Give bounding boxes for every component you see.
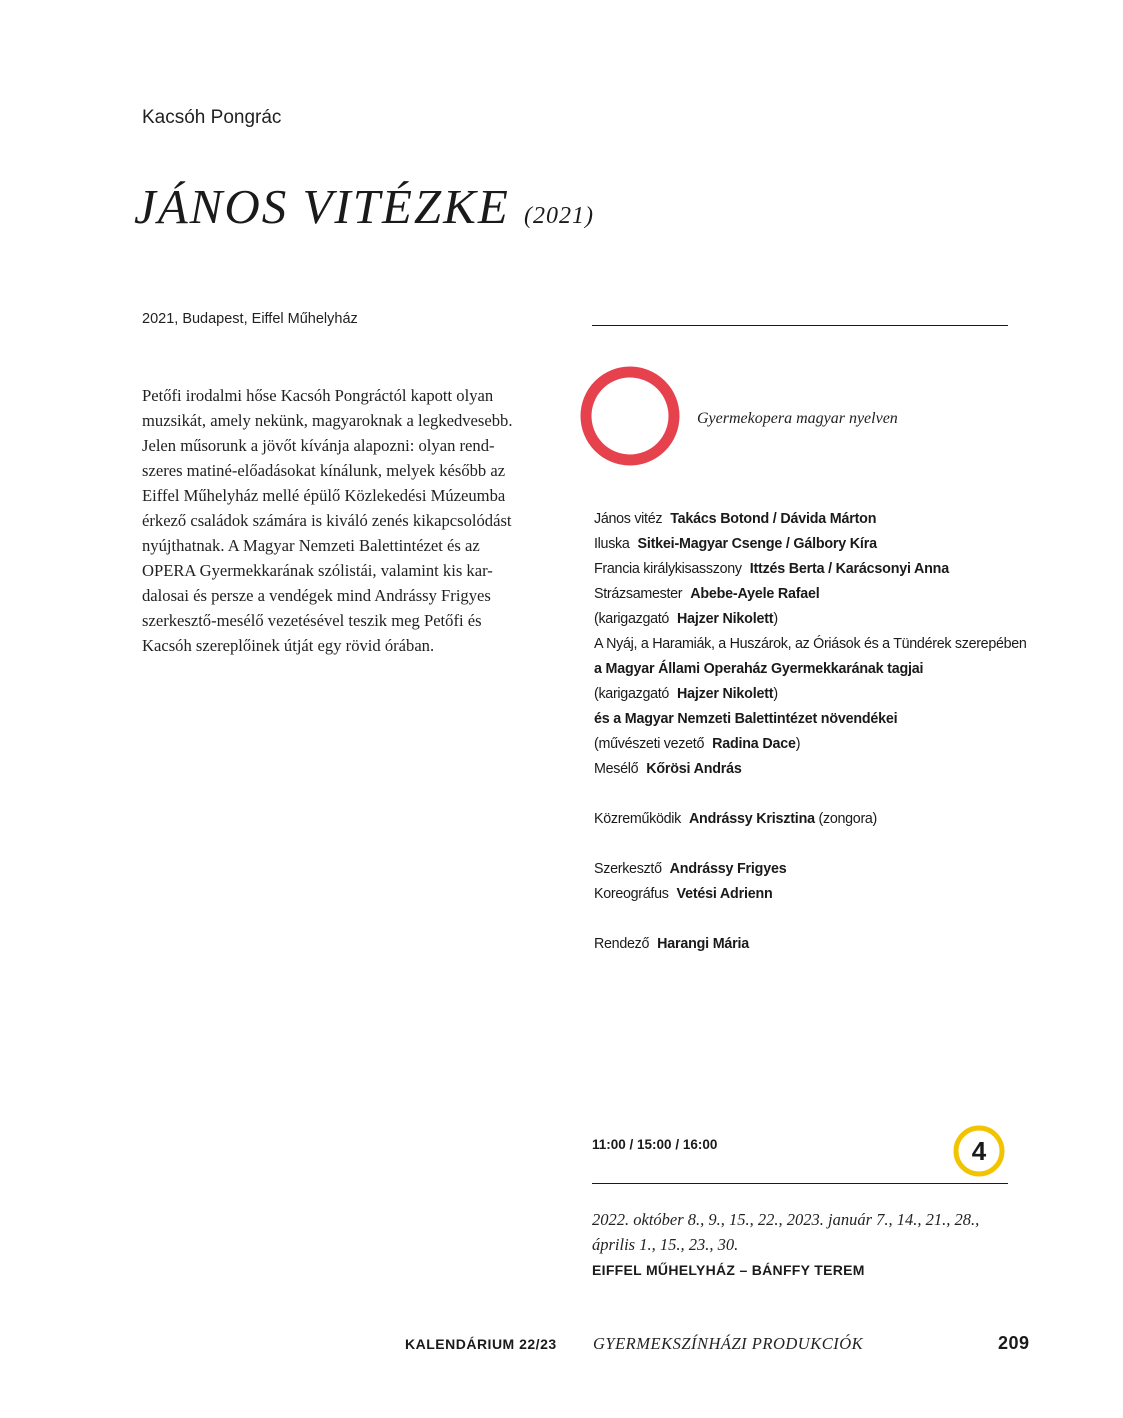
description-line: muzsikát, amely nekünk, magyaroknak a legkedvesebb. xyxy=(142,411,513,430)
cast-row xyxy=(594,657,1027,682)
age-rating-value: 4 xyxy=(971,1136,987,1166)
cast-row xyxy=(594,557,1027,582)
cast-name: Takács Botond / Dávida Márton xyxy=(670,511,877,527)
description-line: szeres matiné-előadásokat kínálunk, melyek később az xyxy=(142,461,506,480)
cast-row xyxy=(594,507,1027,532)
cast-row xyxy=(594,707,1027,732)
performance-place: EIFFEL MŰHELYHÁZ – BÁNFFY TEREM xyxy=(592,1262,865,1278)
cast-role: Iluska xyxy=(594,536,630,552)
footer-section: GYERMEKSZÍNHÁZI PRODUKCIÓK xyxy=(593,1334,864,1353)
cast-role: János vitéz xyxy=(594,511,663,527)
divider-bottom xyxy=(592,1183,1008,1184)
title-main: JÁNOS VITÉZKE xyxy=(134,179,510,234)
cast-role: Mesélő xyxy=(594,761,639,777)
description-line: érkező családok számára is kiváló zenés kikapcsolódást xyxy=(142,511,512,530)
cast-name: Hajzer Nikolett xyxy=(677,611,774,627)
cast-suffix: ) xyxy=(795,736,801,752)
cast-name: Abebe-Ayele Rafael xyxy=(690,586,820,602)
cast-row xyxy=(594,757,1027,782)
cast-suffix: (zongora) xyxy=(814,811,878,827)
cast-role: Koreográfus xyxy=(594,886,669,902)
age-rating-badge-icon xyxy=(952,1124,1006,1178)
cast-name: Kőrösi András xyxy=(646,761,742,777)
cast-spacer xyxy=(594,832,1027,857)
cast-row xyxy=(594,882,1027,907)
dates-line: április 1., 15., 23., 30. xyxy=(592,1235,739,1254)
cast-row xyxy=(594,682,1027,707)
description-line: szerkesztő-mesélő vezetésével teszik meg Petőfi és xyxy=(142,611,482,630)
genre-label: Gyermekopera magyar nyelven xyxy=(697,410,898,427)
description xyxy=(142,383,562,658)
cast-role: Strázsamester xyxy=(594,586,683,602)
cast-role: Közreműködik xyxy=(594,811,681,827)
cast-row xyxy=(594,532,1027,557)
cast-role: Rendező xyxy=(594,936,650,952)
composer-name: Kacsóh Pongrác xyxy=(142,107,282,128)
description-line: Petőfi irodalmi hőse Kacsóh Pongráctól kapott olyan xyxy=(142,386,494,405)
cast-row xyxy=(594,632,1027,657)
cast-name: Andrássy Krisztina xyxy=(688,811,815,827)
cast-role: (karigazgató xyxy=(594,686,670,702)
cast-list xyxy=(594,507,1027,957)
cast-name: Hajzer Nikolett xyxy=(677,686,774,702)
cast-row xyxy=(594,582,1027,607)
cast-name: a Magyar Állami Operaház Gyermekkarának tagjai xyxy=(594,661,924,677)
performance-dates xyxy=(592,1207,1022,1257)
cast-suffix: ) xyxy=(773,611,778,627)
cast-name: Radina Dace xyxy=(712,736,796,752)
description-line: dalosai és persze a vendégek mind Andrássy Frigyes xyxy=(142,586,491,605)
cast-name: Vetési Adrienn xyxy=(676,886,773,902)
cast-row xyxy=(594,807,1027,832)
cast-name: és a Magyar Nemzeti Balettintézet növendékei xyxy=(594,711,898,727)
page-number: 209 xyxy=(998,1333,1030,1353)
cast-suffix: ) xyxy=(773,686,778,702)
cast-spacer xyxy=(594,782,1027,807)
cast-row xyxy=(594,732,1027,757)
cast-name: Harangi Mária xyxy=(657,936,750,952)
footer-publication: KALENDÁRIUM 22/23 xyxy=(405,1336,557,1352)
cast-name: Ittzés Berta / Karácsonyi Anna xyxy=(749,561,949,577)
divider-top xyxy=(592,325,1008,326)
page-title xyxy=(134,178,594,235)
cast-role: (művészeti vezető xyxy=(594,736,705,752)
cast-name: Sitkei-Magyar Csenge / Gálbory Kíra xyxy=(637,536,877,552)
cast-spacer xyxy=(594,907,1027,932)
cast-row xyxy=(594,607,1027,632)
cast-role: Francia királykisasszony xyxy=(594,561,742,577)
description-line: Jelen műsorunk a jövőt kívánja alapozni: olyan rend- xyxy=(142,436,495,455)
cast-row xyxy=(594,932,1027,957)
premiere-venue: 2021, Budapest, Eiffel Műhelyház xyxy=(142,311,358,327)
dates-line: 2022. október 8., 9., 15., 22., 2023. január 7., 14., 21., 28., xyxy=(592,1210,980,1229)
show-times: 11:00 / 15:00 / 16:00 xyxy=(592,1137,718,1152)
description-line: Eiffel Műhelyház mellé épülő Közlekedési Múzeumba xyxy=(142,486,506,505)
description-line: Kacsóh szereplőinek útját egy rövid órában. xyxy=(142,636,435,655)
cast-role: A Nyáj, a Haramiák, a Huszárok, az Óriások és a Tündérek szerepében xyxy=(594,636,1027,652)
cast-role: (karigazgató xyxy=(594,611,670,627)
cast-row xyxy=(594,857,1027,882)
cast-role: Szerkesztő xyxy=(594,861,662,877)
title-year: (2021) xyxy=(524,203,595,229)
description-line: nyújthatnak. A Magyar Nemzeti Balettintézet és az xyxy=(142,536,480,555)
cast-name: Andrássy Frigyes xyxy=(669,861,787,877)
description-line: OPERA Gyermekkarának szólistái, valamint kis kar- xyxy=(142,561,493,580)
red-circle-icon xyxy=(580,366,680,466)
